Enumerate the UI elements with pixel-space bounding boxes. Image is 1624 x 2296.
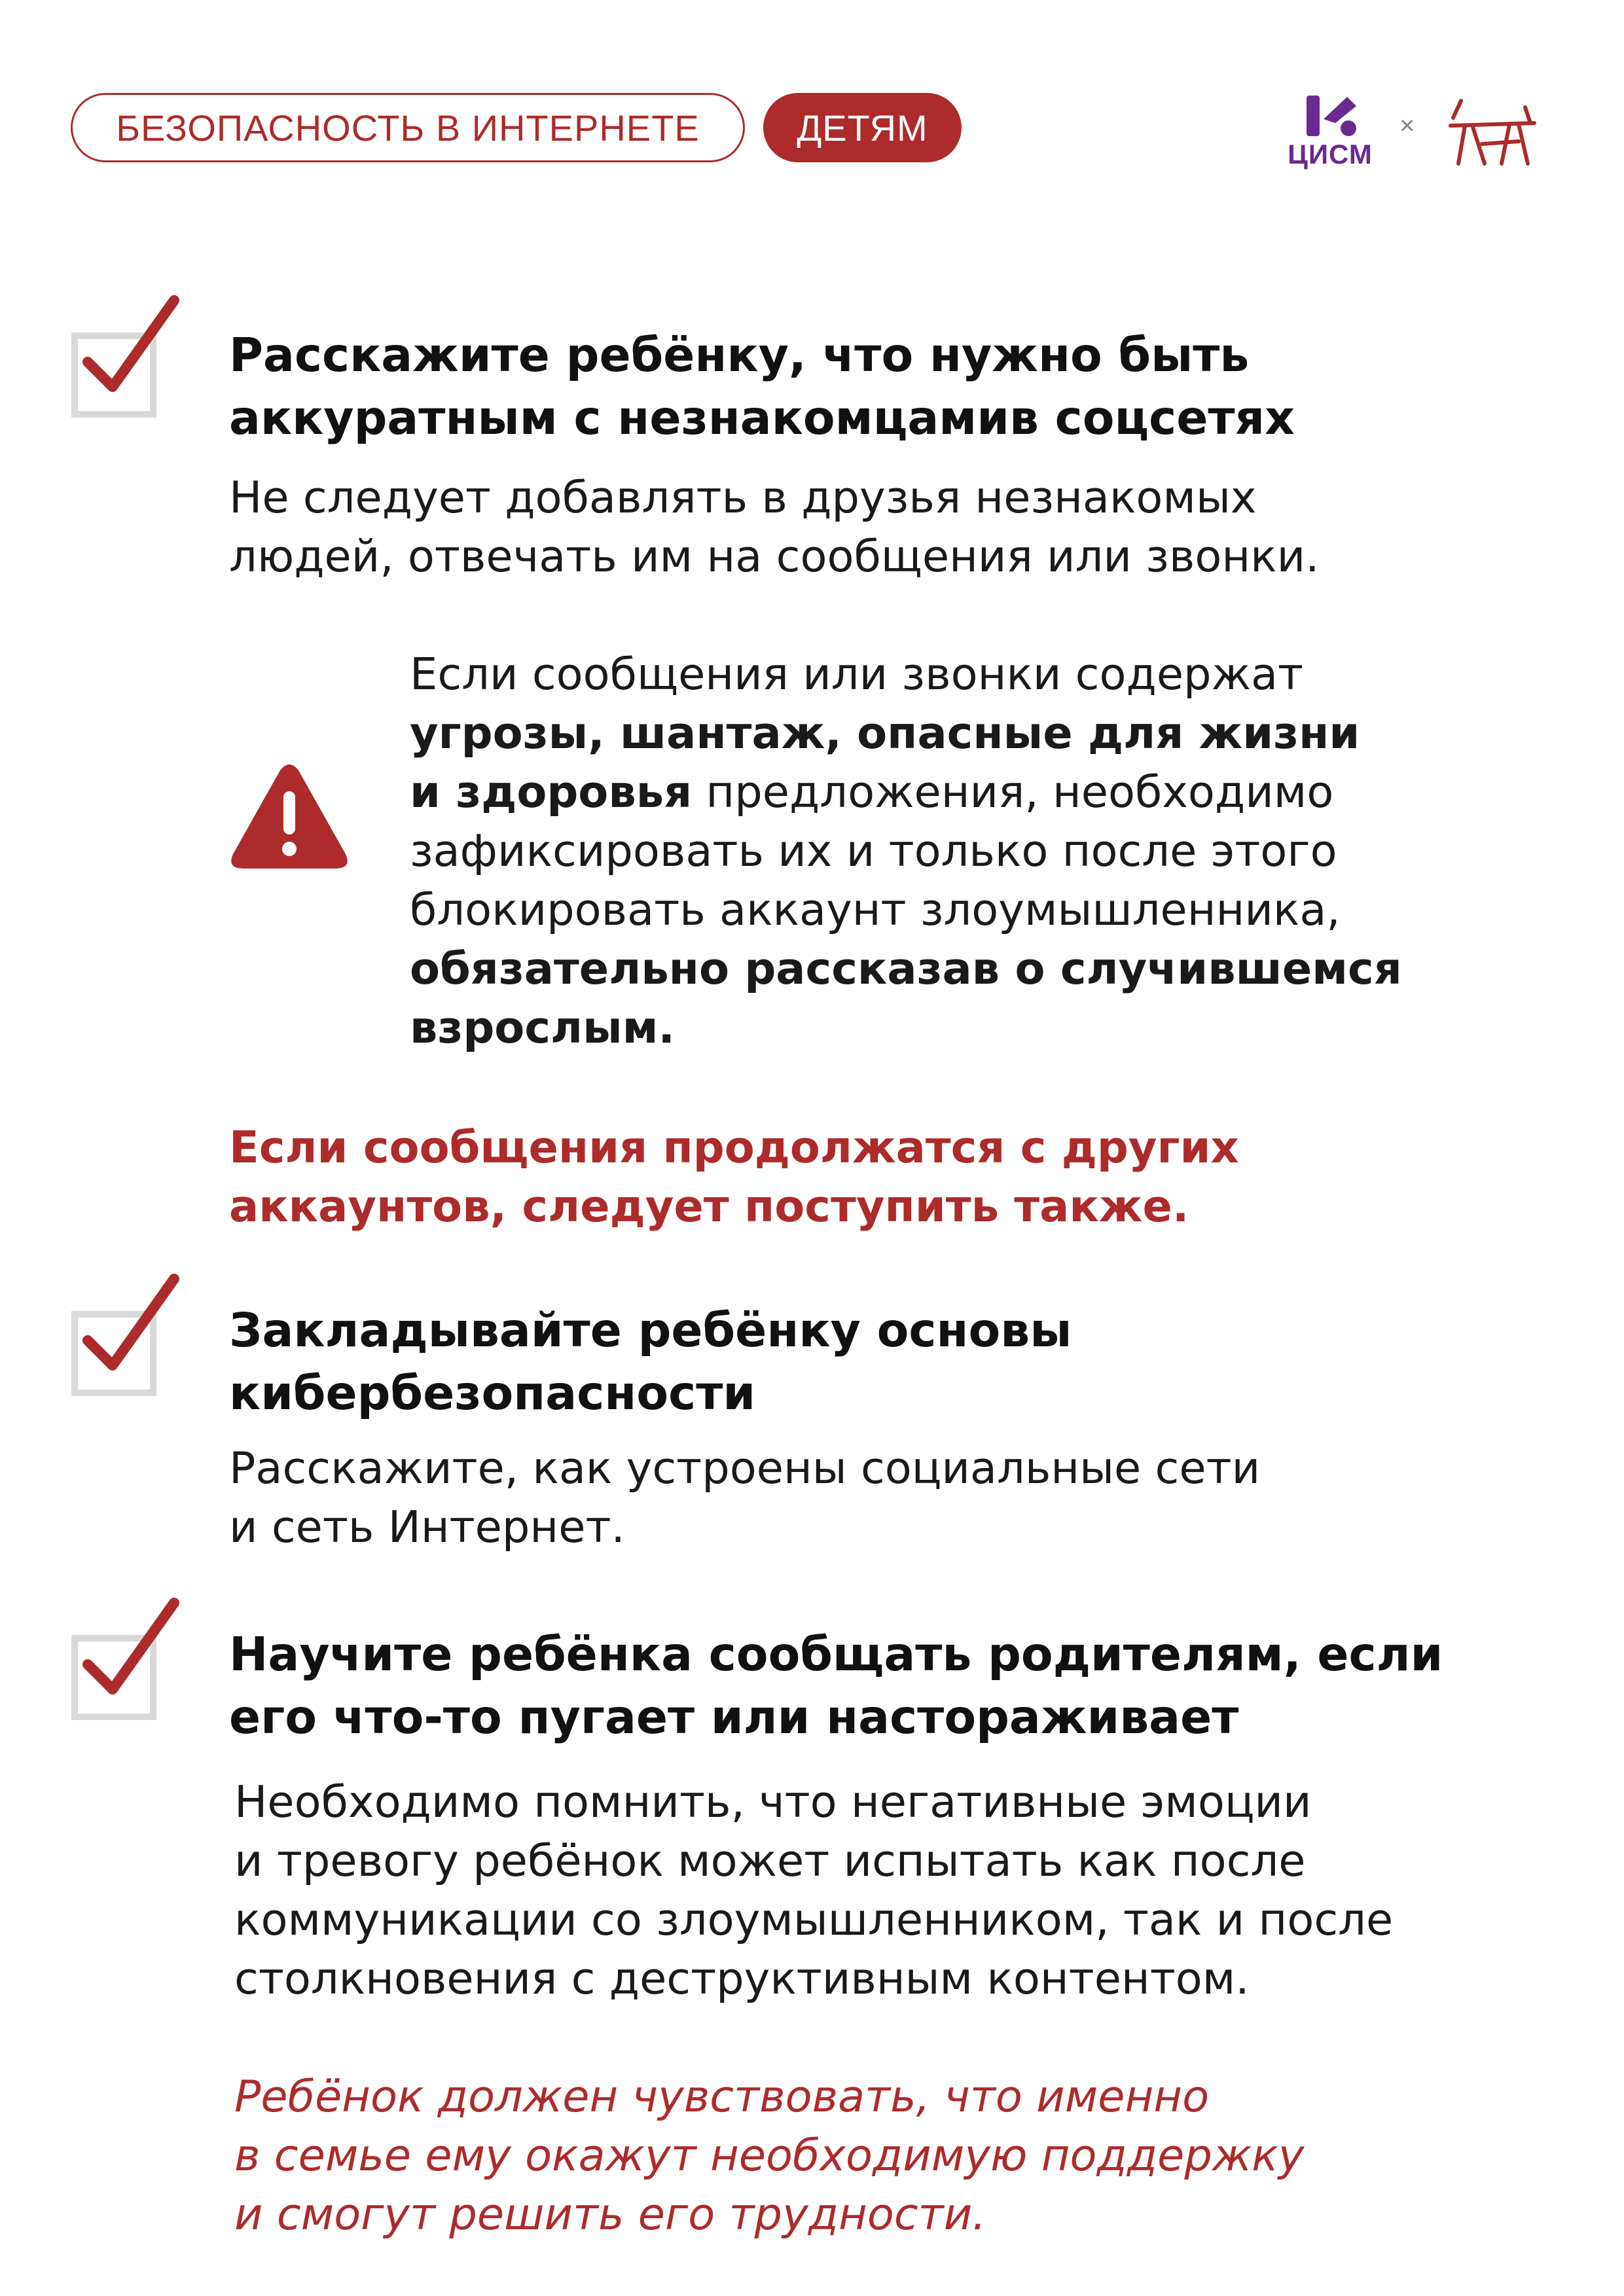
italic-line: в семье ему окажут необходимую поддержку [234, 2130, 1305, 2181]
body-line: людей, отвечать им на сообщения или звонки. [229, 531, 1320, 582]
partner-logo-mark [1447, 98, 1538, 167]
warning-text [410, 645, 1575, 1057]
warning-line [410, 762, 1575, 821]
partner-logo [1447, 98, 1538, 167]
section-1-note [229, 1118, 1473, 1236]
heading-line: аккуратным с незнакомцамив соцсетях [229, 391, 1295, 445]
cism-logo-mark [1284, 93, 1376, 139]
note-line: аккаунтов, следует поступить также. [229, 1181, 1189, 1232]
warning-triangle-icon [229, 762, 350, 870]
body-line: Не следует добавлять в друзья незнакомых [229, 472, 1257, 523]
logo-separator: × [1399, 111, 1415, 140]
warning-line: взрослым. [410, 1002, 675, 1053]
section-1-heading [229, 324, 1578, 450]
audience-tag [763, 93, 962, 162]
body-line: Расскажите, как устроены социальные сети [229, 1443, 1261, 1494]
warning-line: Если сообщения или звонки содержат [410, 649, 1304, 700]
warning-regular-fragment: предложения, необходимо [692, 766, 1334, 817]
italic-line: Ребёнок должен чувствовать, что именно [234, 2071, 1210, 2122]
checked-checkbox-icon [65, 1594, 183, 1731]
heading-line: Расскажите ребёнку, что нужно быть [229, 328, 1250, 382]
cism-logo [1284, 93, 1376, 170]
warning-line: угрозы, шантаж, опасные для жизни [410, 708, 1360, 759]
body-line: столкновения с деструктивным контентом. [234, 1953, 1250, 2004]
body-line: и тревогу ребёнок может испытать как после [234, 1835, 1306, 1886]
topic-tag [71, 93, 745, 162]
section-2-heading [229, 1299, 1578, 1425]
section-3-italic-note [234, 2067, 1478, 2244]
warning-bold-fragment: и здоровья [410, 766, 693, 817]
heading-line: Закладывайте ребёнку основы [229, 1303, 1072, 1357]
section-3-heading [229, 1623, 1578, 1749]
note-line: Если сообщения продолжатся с других [229, 1122, 1239, 1173]
warning-line: зафиксировать их и только после этого [410, 825, 1337, 876]
heading-line: кибербезопасности [229, 1366, 756, 1420]
heading-line: его что-то пугает или настораживает [229, 1690, 1239, 1744]
section-1-body [229, 468, 1578, 586]
checked-checkbox-icon [65, 291, 183, 429]
section-3-body [234, 1772, 1583, 2008]
section-2-body [229, 1439, 1578, 1556]
audience-tag-label: ДЕТЯМ [797, 107, 928, 149]
italic-line: и смогут решить его трудности. [234, 2189, 986, 2240]
body-line: и сеть Интернет. [229, 1501, 625, 1552]
cism-logo-text: ЦИСМ [1288, 139, 1373, 170]
body-line: Необходимо помнить, что негативные эмоции [234, 1776, 1312, 1827]
warning-line: блокировать аккаунт злоумышленника, [410, 884, 1341, 935]
checked-checkbox-icon [65, 1270, 183, 1407]
topic-tag-label: БЕЗОПАСНОСТЬ В ИНТЕРНЕТЕ [116, 107, 700, 149]
heading-line: Научите ребёнка сообщать родителям, если [229, 1627, 1443, 1681]
body-line: коммуникации со злоумышленником, так и после [234, 1894, 1394, 1945]
warning-line: обязательно рассказав о случившемся [410, 943, 1402, 994]
